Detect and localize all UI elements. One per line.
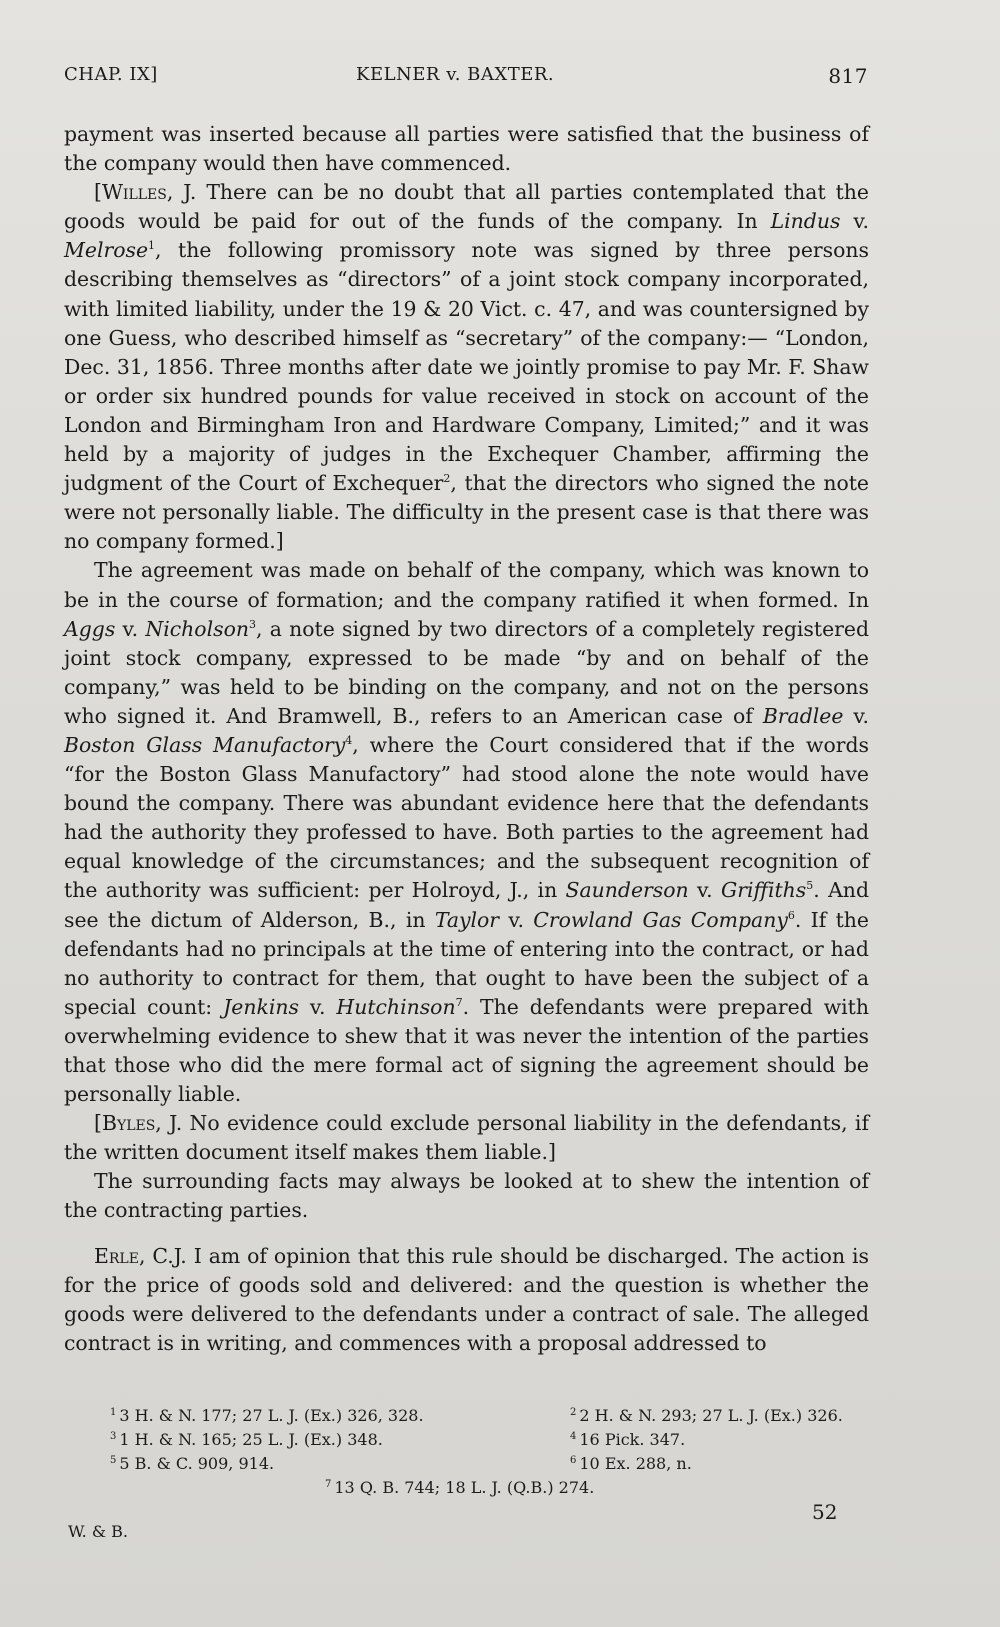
text-run: v.	[499, 907, 534, 932]
footnote-ref: 3	[248, 617, 256, 631]
footnote	[110, 1428, 570, 1452]
judge-name: Willes, J.	[101, 180, 197, 205]
text-run: , where the Court considered that if the words “for the Boston Glass Manufactory” had stood alone the note would have bound the company. There was abundant evidence here that the defendants had the authority they professed to have. Both parties to the agreement had equal knowledge of the circumstances; and the subsequent recognition of the authority was sufficient: per Holroyd, J., in	[64, 732, 869, 903]
footnote-row	[110, 1476, 890, 1500]
text-run: , a note signed by two directors of a completely registered joint stock company, expressed to be made “by and on behalf of the company,” was held to be binding on the company, and not on the persons who signed it. And Bramwell, B., refers to an American case of	[64, 616, 870, 728]
paragraph-4	[64, 1109, 869, 1167]
body-text	[64, 120, 869, 1358]
text-run: v.	[843, 703, 869, 728]
footnote	[570, 1428, 890, 1452]
footnote-text: 2 H. & N. 293; 27 L. J. (Ex.) 326.	[579, 1406, 843, 1425]
judge-name: Erle, C.J.	[94, 1243, 187, 1268]
case-name: Griffiths	[720, 878, 807, 903]
paragraph-2	[64, 178, 869, 556]
judge-name: Byles, J.	[101, 1111, 183, 1136]
case-name: Crowland Gas Company	[533, 907, 788, 932]
footnote-number: 2	[570, 1406, 577, 1418]
text-run: . The defendants were prepared with overwhelming evidence to shew that it was never the intention of the parties that those who did the mere formal act of signing the agreement should be personally liable.	[64, 994, 869, 1107]
text-run: v.	[840, 209, 869, 234]
footnote-number: 7	[325, 1478, 332, 1490]
footnote-number: 6	[570, 1454, 577, 1466]
page-number: 817	[828, 64, 868, 88]
footnote-text: 3 H. & N. 177; 27 L. J. (Ex.) 326, 328.	[119, 1406, 424, 1425]
text-run: There can be no doubt that all parties contemplated that the goods would be paid for out of the funds of the company. In	[64, 180, 869, 234]
footnote-text: 5 B. & C. 909, 914.	[119, 1454, 275, 1473]
footnote-row	[110, 1428, 890, 1452]
footnote-row	[110, 1452, 890, 1476]
footnote-number: 3	[110, 1430, 117, 1442]
text-run: , the following promissory note was signed by three persons describing themselves as “directors” of a joint stock company incorporated, with limited liability, under the 19 & 20 Vict. c. 47, and was countersigned by one Guess, who described himself as “secretary” of the company:— “London, Dec. 31, 1856. Three months after date we jointly promise to pay Mr. F. Shaw or order six hundred pounds for value received in stock on account of the London and Birmingham Iron and Hardware Company, Limited;” and it was held by a majority of judges in the Exchequer Chamber, affirming the judgment of the Court of Exchequer	[64, 238, 869, 496]
text-run: . If the defendants had no principals at the time of entering into the contract, or had no authority to contract for them, that ought to have been the subject of a special count:	[64, 907, 869, 1019]
footnote-text: 10 Ex. 288, n.	[579, 1454, 692, 1473]
case-name: Boston Glass Manufactory	[64, 732, 346, 757]
case-name: Lindus	[770, 209, 841, 234]
case-name: Bradlee	[762, 703, 844, 728]
footnote-text: 16 Pick. 347.	[579, 1430, 686, 1449]
case-name: Saunderson	[565, 878, 689, 903]
sheet-number: 52	[812, 1500, 838, 1524]
footnote-text: 13 Q. B. 744; 18 L. J. (Q.B.) 274.	[334, 1478, 595, 1497]
footnotes	[110, 1404, 890, 1500]
case-name: Hutchinson	[336, 994, 456, 1019]
footnote-ref: 5	[806, 879, 814, 893]
paragraph-1: payment was inserted because all parties were satisfied that the business of the company would then have commenced.	[64, 122, 869, 176]
text-run: I am of opinion that this rule should be discharged. The action is for the price of goods sold and delivered: and the question is whether the goods were delivered to the defendants under a contract of sale. The alleged contract is in writing, and commences with a proposal addressed to	[64, 1243, 869, 1355]
case-name: Nicholson	[145, 616, 249, 641]
text-run: v.	[115, 616, 146, 641]
bracket: [	[94, 180, 102, 205]
chapter-label: CHAP. IX]	[64, 64, 158, 85]
case-name: Melrose	[64, 238, 149, 263]
footnote-ref: 4	[345, 734, 353, 748]
text-run: . And see the dictum of Alderson, B., in	[64, 878, 869, 932]
footnote-text: 1 H. & N. 165; 25 L. J. (Ex.) 348.	[119, 1430, 383, 1449]
footnote	[325, 1476, 594, 1500]
footnote-row	[110, 1404, 890, 1428]
footnote	[110, 1404, 570, 1428]
footnote-ref: 2	[443, 472, 451, 486]
footnote	[110, 1452, 570, 1476]
case-name: Taylor	[434, 907, 500, 932]
footnote-ref: 6	[787, 908, 795, 922]
footnote-number: 1	[110, 1406, 117, 1418]
paragraph-3	[64, 556, 869, 1109]
case-name: Jenkins	[223, 994, 299, 1019]
text-run: The agreement was made on behalf of the company, which was known to be in the course of formation; and the company ratified it when formed. In	[64, 558, 869, 612]
footnote	[570, 1404, 890, 1428]
footnote-number: 5	[110, 1454, 117, 1466]
text-run: v.	[298, 994, 337, 1019]
bracket: [	[94, 1111, 102, 1136]
running-title: KELNER v. BAXTER.	[356, 64, 555, 85]
case-name: Aggs	[64, 616, 116, 641]
footnote-ref: 1	[148, 239, 156, 253]
printer-signature: W. & B.	[68, 1522, 128, 1541]
footnote-number: 4	[570, 1430, 577, 1442]
paragraph-6	[64, 1242, 869, 1358]
running-header	[64, 64, 868, 90]
footnote	[570, 1452, 890, 1476]
footnote-ref: 7	[455, 996, 463, 1010]
text-run: No evidence could exclude personal liability in the defendants, if the written document itself makes them liable.]	[64, 1111, 869, 1165]
text-run: v.	[688, 878, 721, 903]
text-run: , that the directors who signed the note were not personally liable. The difficulty in the present case is that there was no company formed.]	[64, 471, 869, 554]
paragraph-5: The surrounding facts may always be looked at to shew the intention of the contracting parties.	[64, 1169, 869, 1223]
